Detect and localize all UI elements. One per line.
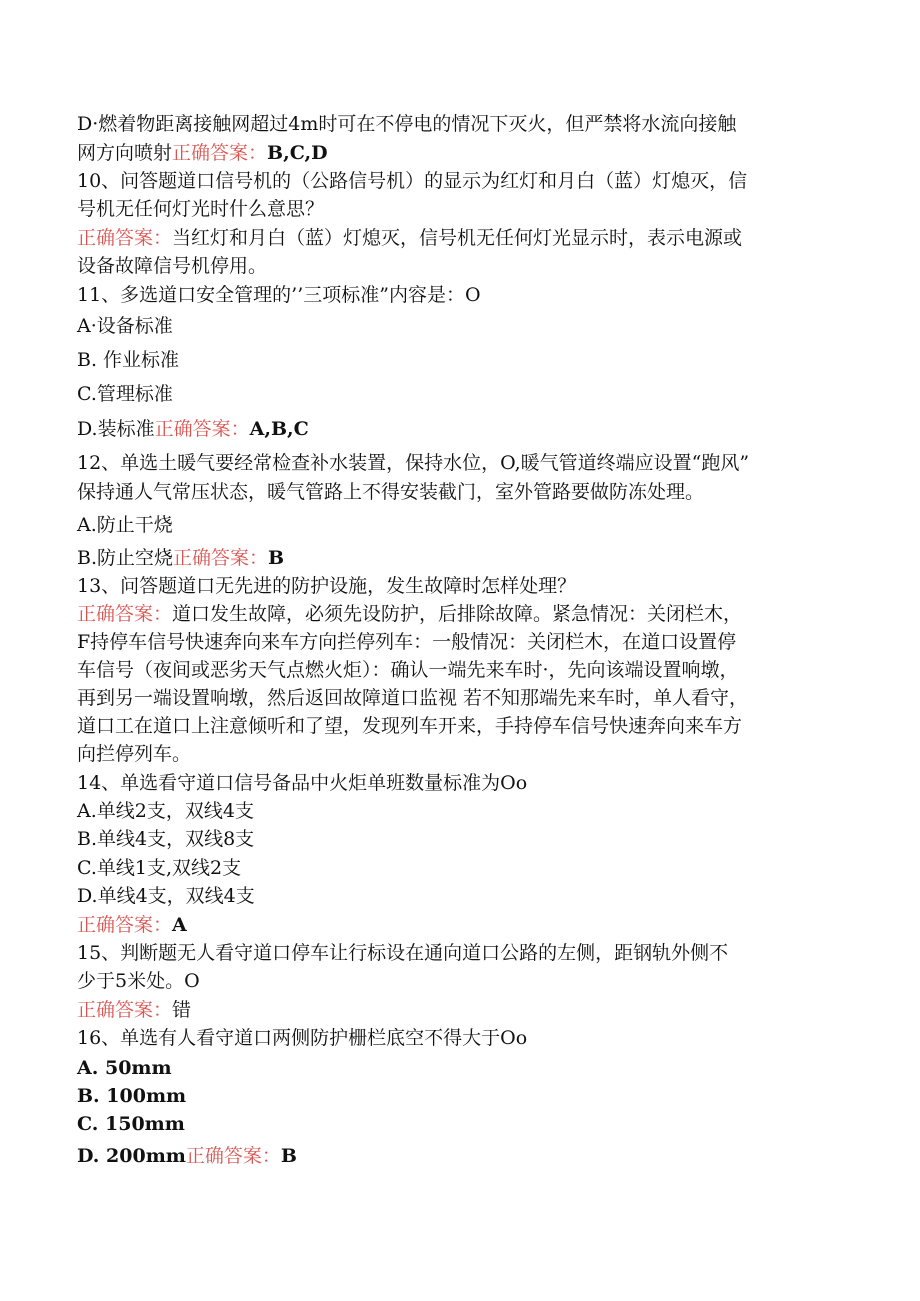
option-c: C.管理标准 xyxy=(77,383,173,405)
answer-label: 正确答案： xyxy=(77,227,173,249)
text-line: F持停车信号快速奔向来车方向拦停列车：一般情况：关闭栏木，在道口设置停 xyxy=(77,631,737,653)
option-d: D.单线4支，双线4支 xyxy=(77,885,255,907)
answer-label: 正确答案： xyxy=(77,914,173,936)
answer-line: 正确答案：错 xyxy=(77,999,192,1021)
option-b: B.单线4支，双线8支 xyxy=(77,828,255,850)
answer-line xyxy=(77,912,187,938)
question-heading: 12、单选土暖气要经常检查补水装置，保持水位，O,暖气管道终端应设置“跑风” xyxy=(77,452,750,474)
option-d: D. 200mm正确答案：B xyxy=(77,1145,297,1167)
option-b: B.防止空烧正确答案：B xyxy=(77,547,285,569)
question-heading: 13、问答题道口无先进的防护设施，发生故障时怎样处理？ xyxy=(77,575,577,597)
answer-value: A xyxy=(172,914,187,936)
answer-value: B,C,D xyxy=(267,142,328,164)
answer-label: 正确答案： xyxy=(173,547,269,569)
text-line: 车信号（夜间或恶劣天气点燃火炬）：确认一端先来车时·，先向该端设置响墩， xyxy=(77,659,739,681)
option-a: A·设备标准 xyxy=(77,315,173,337)
question-heading: 15、判断题无人看守道口停车让行标设在通向道口公路的左侧，距钢轨外侧不 xyxy=(77,942,729,964)
text-line: 号机无任何灯光时什么意思？ xyxy=(77,198,325,220)
option-a: A.防止干烧 xyxy=(77,514,173,536)
text-line: 少于5米处。O xyxy=(77,970,200,992)
answer-label: 正确答案： xyxy=(77,603,173,625)
text-line: 道口工在道口上注意倾听和了望，发现列车开来，手持停车信号快速奔向来车方 xyxy=(77,715,743,737)
answer-line: 正确答案：当红灯和月白（蓝）灯熄灭，信号机无任何灯光显示时，表示电源或 xyxy=(77,227,743,249)
answer-label: 正确答案： xyxy=(154,418,250,440)
option-a: A. 50mm xyxy=(77,1057,172,1079)
answer-value: B xyxy=(280,1145,297,1167)
question-heading: 16、单选有人看守道口两侧防护栅栏底空不得大于Oo xyxy=(77,1027,528,1049)
text-line: 向拦停列车。 xyxy=(77,743,192,765)
question-heading: 14、单选看守道口信号备品中火炬单班数量标准为Oo xyxy=(77,772,528,794)
answer-label: 正确答案： xyxy=(185,1145,281,1167)
answer-line: 正确答案：道口发生故障，必须先设防护，后排除故障。紧急情况：关闭栏木， xyxy=(77,603,743,625)
option-b: B. 100mm xyxy=(77,1085,187,1107)
answer-value: B xyxy=(268,547,285,569)
option-d: D.装标准正确答案：A,B,C xyxy=(77,418,309,440)
option-a: A.单线2支，双线4支 xyxy=(77,800,254,822)
option-c: C.单线1支,双线2支 xyxy=(77,857,242,879)
text-line: 网方向喷射正确答案：B,C,D xyxy=(77,142,328,164)
option-c: C. 150mm xyxy=(77,1113,185,1135)
text-line: D·燃着物距离接触网超过4m时可在不停电的情况下灭火，但严禁将水流向接触 xyxy=(77,113,737,135)
answer-value: A,B,C xyxy=(249,418,309,440)
text-line: 再到另一端设置响墩，然后返回故障道口监视 若不知那端先来车时，单人看守， xyxy=(77,687,749,709)
option-b: B. 作业标准 xyxy=(77,349,180,371)
question-heading: 11、多选道口安全管理的’’三项标准”内容是：O xyxy=(77,284,481,306)
text-line: 设备故障信号机停用。 xyxy=(77,255,268,277)
answer-label: 正确答案： xyxy=(77,999,173,1021)
answer-label: 正确答案： xyxy=(172,142,268,164)
text-line: 保持通人气常压状态，暖气管路上不得安装截门，室外管路要做防冻处理。 xyxy=(77,481,705,503)
question-heading: 10、问答题道口信号机的（公路信号机）的显示为红灯和月白（蓝）灯熄灭，信 xyxy=(77,170,748,192)
